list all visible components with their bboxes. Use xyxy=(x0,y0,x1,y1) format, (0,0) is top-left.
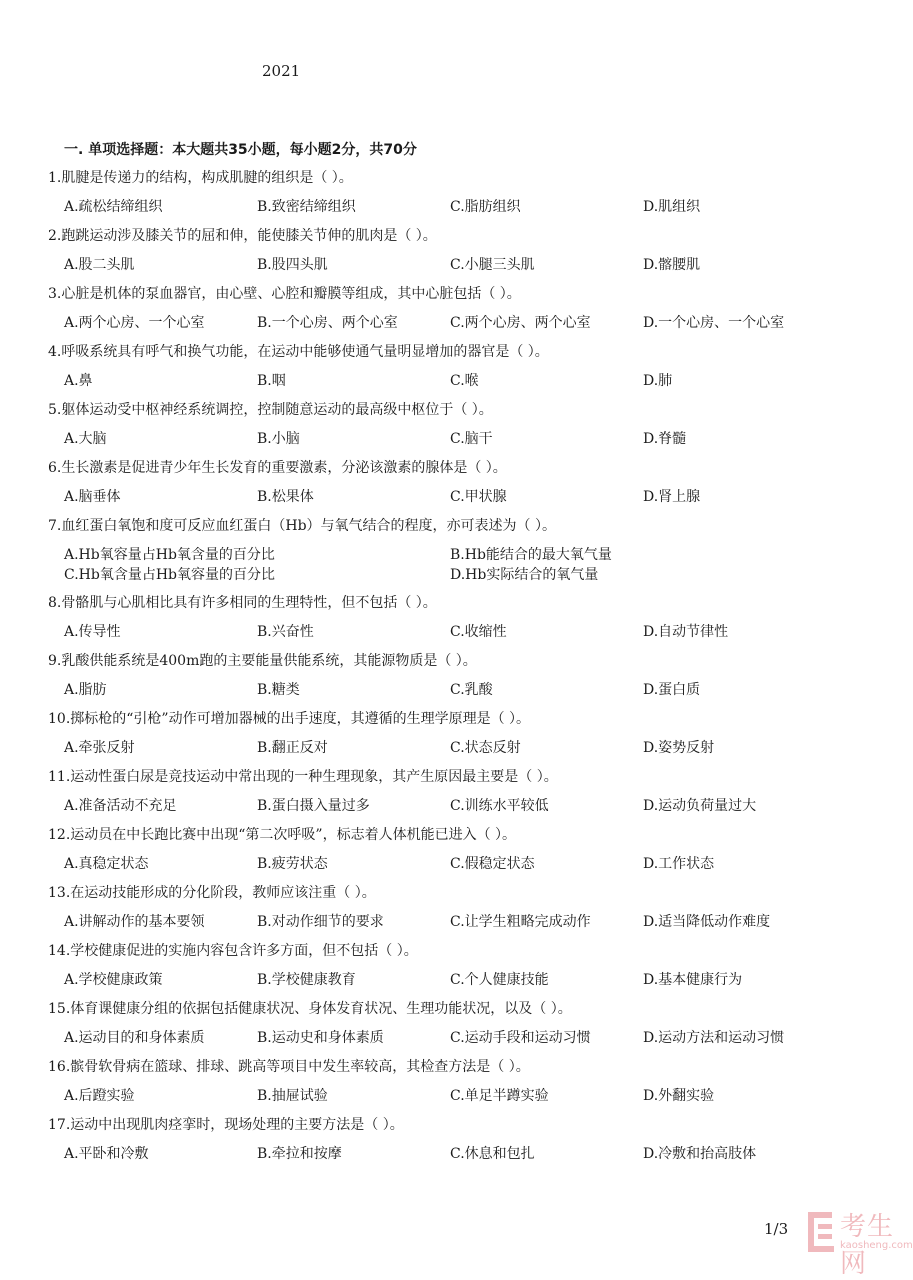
question-1: 1.肌腱是传递力的结构，构成肌腱的组织是（ ）。 xyxy=(48,170,353,186)
option-b: B.股四头肌 xyxy=(257,257,328,273)
logo-domain: kaosheng.com xyxy=(840,1240,913,1251)
question-14: 14.学校健康促进的实施内容包含许多方面，但不包括（ ）。 xyxy=(48,943,418,959)
question-7-options xyxy=(48,541,868,589)
page-number: 1/3 xyxy=(764,1220,789,1238)
option-a: A.脑垂体 xyxy=(64,489,121,505)
kaosheng-logo xyxy=(806,1206,913,1279)
option-a: A.疏松结缔组织 xyxy=(64,199,163,215)
option-d: D.运动负荷量过大 xyxy=(643,798,757,814)
question-14-options xyxy=(48,966,868,995)
option-c: C.两个心房、两个心室 xyxy=(450,315,591,331)
question-9-options xyxy=(48,676,868,705)
option-b: B.蛋白摄入量过多 xyxy=(257,798,370,814)
option-a: A.学校健康政策 xyxy=(64,972,163,988)
option-a: A.Hb氧容量占Hb氧含量的百分比 xyxy=(64,547,275,563)
option-d: D.工作状态 xyxy=(643,856,715,872)
option-a: A.两个心房、一个心室 xyxy=(64,315,205,331)
option-d: D.外翻实验 xyxy=(643,1088,715,1104)
section-title: 一. 单项选择题：本大题共35小题，每小题2分，共70分 xyxy=(64,142,417,158)
option-b: B.兴奋性 xyxy=(257,624,314,640)
question-7: 7.血红蛋白氧饱和度可反应血红蛋白（Hb）与氧气结合的程度，亦可表述为（ ）。 xyxy=(48,518,556,534)
question-3-options xyxy=(48,309,868,338)
option-d: D.肌组织 xyxy=(643,199,701,215)
question-5-options xyxy=(48,425,868,454)
option-d: D.一个心房、一个心室 xyxy=(643,315,785,331)
option-a: A.大脑 xyxy=(64,431,107,447)
option-b: B.致密结缔组织 xyxy=(257,199,356,215)
option-a: A.鼻 xyxy=(64,373,93,389)
question-12: 12.运动员在中长跑比赛中出现“第二次呼吸”，标志着人体机能已进入（ ）。 xyxy=(48,827,517,843)
question-9: 9.乳酸供能系统是400m跑的主要能量供能系统，其能源物质是（ ）。 xyxy=(48,653,477,669)
question-4-options xyxy=(48,367,868,396)
option-d: D.肾上腺 xyxy=(643,489,701,505)
option-d: D.适当降低动作难度 xyxy=(643,914,771,930)
option-c: C.让学生粗略完成动作 xyxy=(450,914,591,930)
option-c: C.运动手段和运动习惯 xyxy=(450,1030,591,1046)
option-c: C.小腿三头肌 xyxy=(450,257,535,273)
question-15-options xyxy=(48,1024,868,1053)
option-c: C.休息和包扎 xyxy=(450,1146,535,1162)
option-b: B.抽屉试验 xyxy=(257,1088,328,1104)
option-b: B.疲劳状态 xyxy=(257,856,328,872)
question-1-options xyxy=(48,193,868,222)
option-d: D.髂腰肌 xyxy=(643,257,701,273)
option-b: B.Hb能结合的最大氧气量 xyxy=(450,547,612,563)
option-b: B.糖类 xyxy=(257,682,300,698)
option-b: B.小脑 xyxy=(257,431,300,447)
option-b: B.学校健康教育 xyxy=(257,972,356,988)
option-c: C.状态反射 xyxy=(450,740,521,756)
option-c: C.甲状腺 xyxy=(450,489,507,505)
option-a: A.真稳定状态 xyxy=(64,856,149,872)
question-6: 6.生长激素是促进青少年生长发育的重要激素，分泌该激素的腺体是（ ）。 xyxy=(48,460,507,476)
question-13: 13.在运动技能形成的分化阶段，教师应该注重（ ）。 xyxy=(48,885,376,901)
question-10-options xyxy=(48,734,868,763)
question-15: 15.体育课健康分组的依据包括健康状况、身体发育状况、生理功能状况，以及（ ）。 xyxy=(48,1001,572,1017)
question-10: 10.掷标枪的“引枪”动作可增加器械的出手速度，其遵循的生理学原理是（ ）。 xyxy=(48,711,531,727)
option-a: A.脂肪 xyxy=(64,682,107,698)
logo-mark-icon xyxy=(806,1208,836,1254)
option-d: D.脊髓 xyxy=(643,431,687,447)
option-d: D.冷敷和抬高肢体 xyxy=(643,1146,757,1162)
option-d: D.肺 xyxy=(643,373,673,389)
question-5: 5.躯体运动受中枢神经系统调控，控制随意运动的最高级中枢位于（ ）。 xyxy=(48,402,493,418)
option-c: C.个人健康技能 xyxy=(450,972,549,988)
option-d: D.姿势反射 xyxy=(643,740,715,756)
option-d: D.运动方法和运动习惯 xyxy=(643,1030,785,1046)
option-d: D.基本健康行为 xyxy=(643,972,743,988)
option-b: B.翻正反对 xyxy=(257,740,328,756)
question-17-options xyxy=(48,1140,868,1169)
question-2: 2.跑跳运动涉及膝关节的屈和伸，能使膝关节伸的肌肉是（ ）。 xyxy=(48,228,437,244)
option-a: A.传导性 xyxy=(64,624,121,640)
question-8: 8.骨骼肌与心肌相比具有许多相同的生理特性，但不包括（ ）。 xyxy=(48,595,437,611)
question-11-options xyxy=(48,792,868,821)
question-6-options xyxy=(48,483,868,512)
option-a: A.股二头肌 xyxy=(64,257,135,273)
year-label: 2021 xyxy=(262,62,301,80)
option-b: B.牵拉和按摩 xyxy=(257,1146,342,1162)
option-b: B.松果体 xyxy=(257,489,314,505)
option-a: A.讲解动作的基本要领 xyxy=(64,914,205,930)
question-4: 4.呼吸系统具有呼气和换气功能，在运动中能够使通气量明显增加的器官是（ ）。 xyxy=(48,344,549,360)
option-d: D.自动节律性 xyxy=(643,624,729,640)
option-c: C.乳酸 xyxy=(450,682,493,698)
option-a: A.后蹬实验 xyxy=(64,1088,135,1104)
option-c: C.喉 xyxy=(450,373,479,389)
option-b: B.对动作细节的要求 xyxy=(257,914,384,930)
option-a: A.平卧和冷敷 xyxy=(64,1146,149,1162)
question-13-options xyxy=(48,908,868,937)
option-a: A.准备活动不充足 xyxy=(64,798,177,814)
question-2-options xyxy=(48,251,868,280)
option-b: B.运动史和身体素质 xyxy=(257,1030,384,1046)
option-c: C.单足半蹲实验 xyxy=(450,1088,549,1104)
option-b: B.一个心房、两个心室 xyxy=(257,315,398,331)
question-16: 16.髌骨软骨病在篮球、排球、跳高等项目中发生率较高，其检查方法是（ ）。 xyxy=(48,1059,530,1075)
question-11: 11.运动性蛋白尿是竞技运动中常出现的一种生理现象，其产生原因最主要是（ ）。 xyxy=(48,769,558,785)
question-8-options xyxy=(48,618,868,647)
logo-text: 考生网 xyxy=(840,1212,895,1279)
option-c: C.脑干 xyxy=(450,431,493,447)
option-d: D.Hb实际结合的氧气量 xyxy=(450,567,599,583)
option-c: C.脂肪组织 xyxy=(450,199,521,215)
option-c: C.收缩性 xyxy=(450,624,507,640)
question-list xyxy=(48,164,868,1169)
option-b: B.咽 xyxy=(257,373,286,389)
option-d: D.蛋白质 xyxy=(643,682,701,698)
question-3: 3.心脏是机体的泵血器官，由心壁、心腔和瓣膜等组成，其中心脏包括（ ）。 xyxy=(48,286,521,302)
question-12-options xyxy=(48,850,868,879)
question-17: 17.运动中出现肌肉痉挛时，现场处理的主要方法是（ ）。 xyxy=(48,1117,404,1133)
question-16-options xyxy=(48,1082,868,1111)
option-c: C.训练水平较低 xyxy=(450,798,549,814)
option-c: C.Hb氧含量占Hb氧容量的百分比 xyxy=(64,567,276,583)
option-a: A.运动目的和身体素质 xyxy=(64,1030,205,1046)
option-a: A.牵张反射 xyxy=(64,740,135,756)
option-c: C.假稳定状态 xyxy=(450,856,535,872)
